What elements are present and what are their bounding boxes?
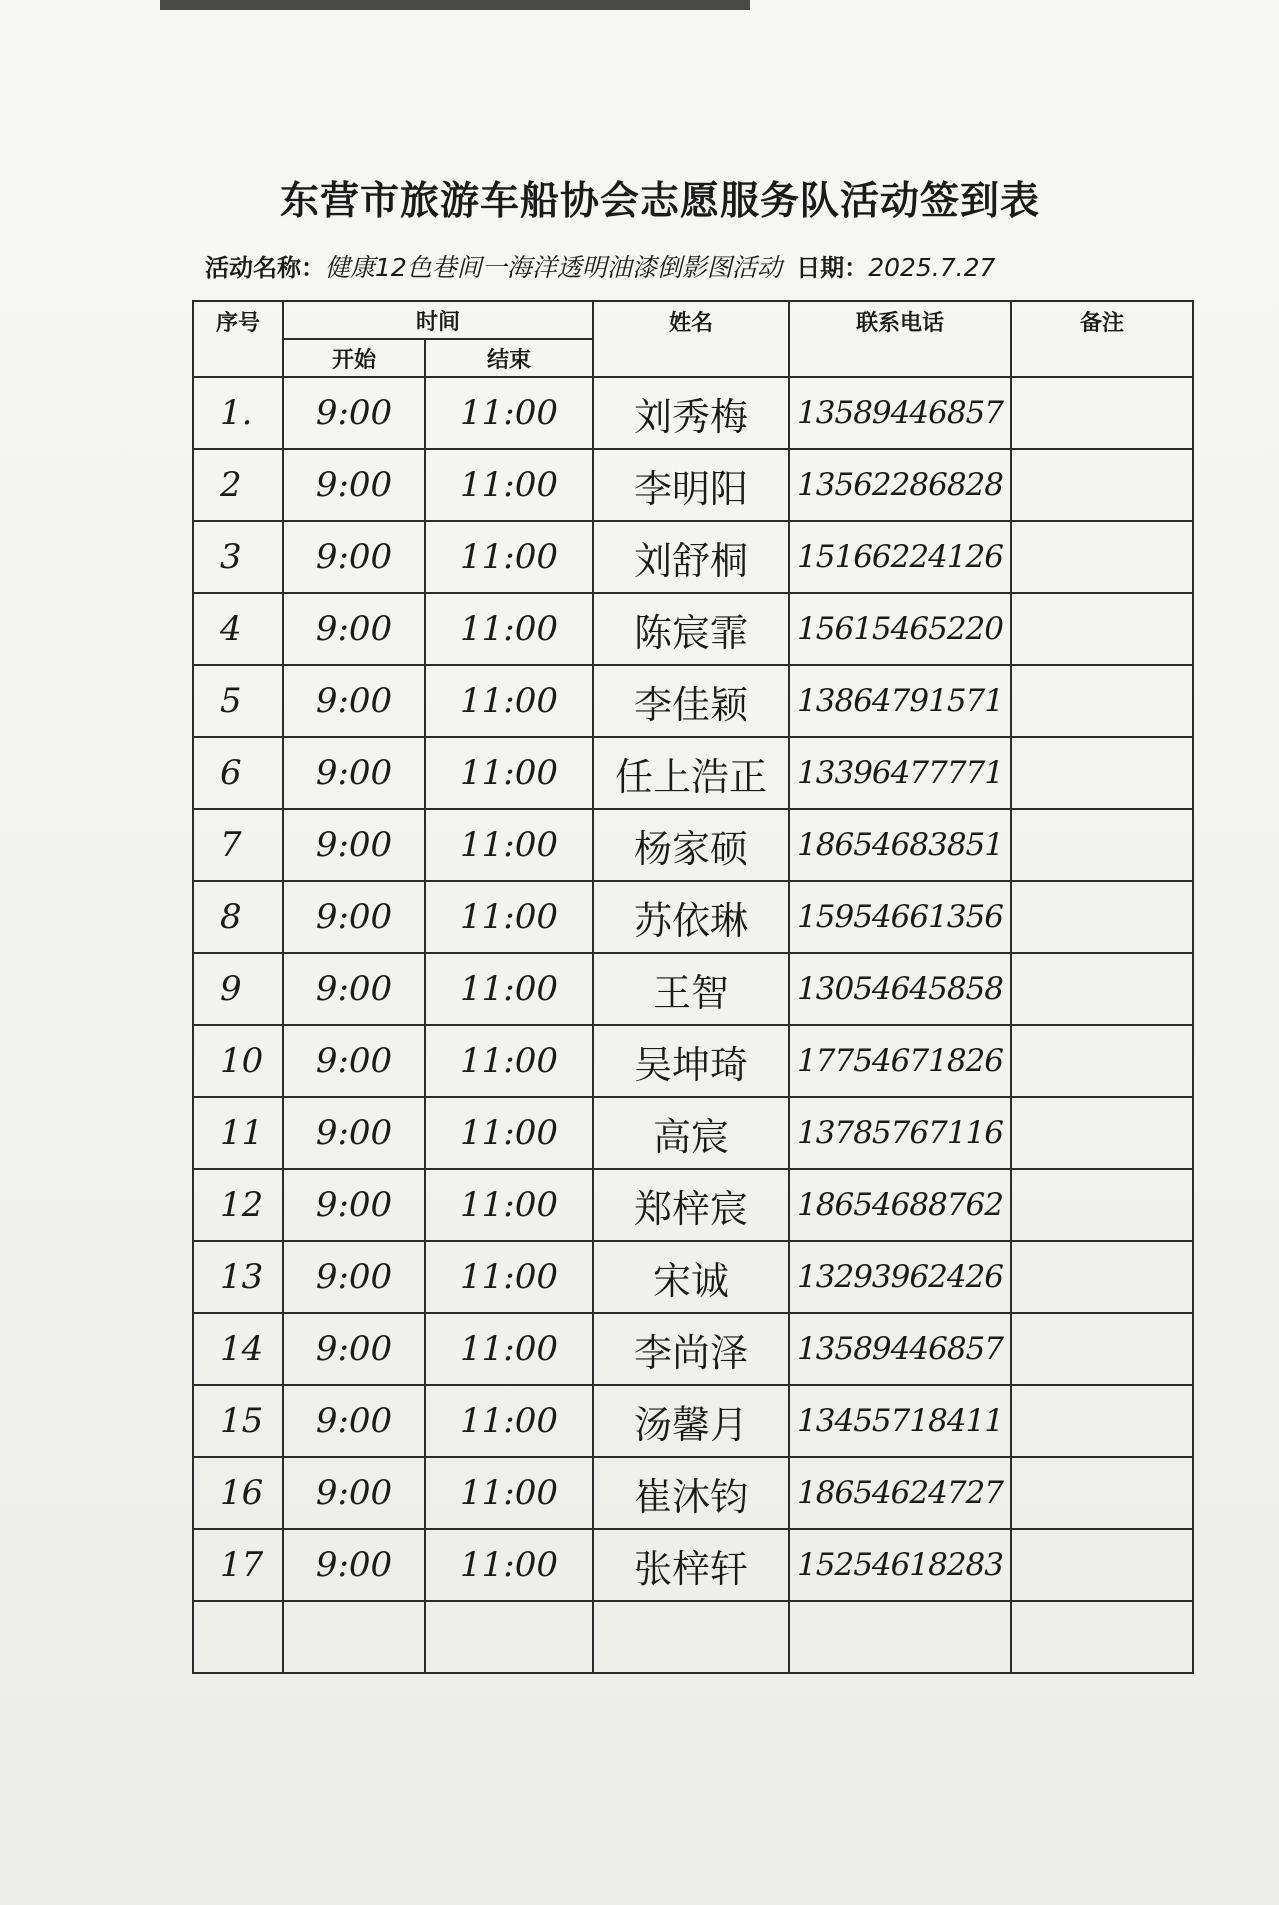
table-row bbox=[193, 1025, 1193, 1097]
row-phone: 13562286828 bbox=[789, 449, 1011, 521]
header-index: 序号 bbox=[193, 301, 283, 377]
table-row bbox=[193, 1241, 1193, 1313]
row-end-time: 11:00 bbox=[425, 665, 593, 737]
row-phone: 18654624727 bbox=[789, 1457, 1011, 1529]
header-start: 开始 bbox=[283, 339, 425, 377]
row-name: 苏依琳 bbox=[593, 881, 789, 953]
row-note bbox=[1011, 593, 1193, 665]
date-label: 日期： bbox=[796, 254, 869, 282]
table-row bbox=[193, 593, 1193, 665]
row-end-time: 11:00 bbox=[425, 1385, 593, 1457]
row-name: 杨家硕 bbox=[593, 809, 789, 881]
row-start-time: 9:00 bbox=[283, 593, 425, 665]
row-phone: 13589446857 bbox=[789, 1313, 1011, 1385]
row-note bbox=[1011, 1025, 1193, 1097]
row-phone: 18654688762 bbox=[789, 1169, 1011, 1241]
table-row bbox=[193, 1169, 1193, 1241]
row-index: 13 bbox=[193, 1241, 283, 1313]
row-end-time: 11:00 bbox=[425, 881, 593, 953]
row-phone: 18654683851 bbox=[789, 809, 1011, 881]
row-end-time: 11:00 bbox=[425, 1313, 593, 1385]
row-name: 高宸 bbox=[593, 1097, 789, 1169]
row-index: 3 bbox=[193, 521, 283, 593]
row-end-time: 11:00 bbox=[425, 737, 593, 809]
row-start-time: 9:00 bbox=[283, 665, 425, 737]
table-row bbox=[193, 1601, 1193, 1673]
sheet-title: 东营市旅游车船协会志愿服务队活动签到表 bbox=[280, 178, 1041, 224]
row-index: 1. bbox=[193, 377, 283, 449]
table-row bbox=[193, 809, 1193, 881]
table-body bbox=[193, 377, 1193, 1673]
row-index: 10 bbox=[193, 1025, 283, 1097]
table-row bbox=[193, 377, 1193, 449]
row-name: 宋诚 bbox=[593, 1241, 789, 1313]
row-name: 刘秀梅 bbox=[593, 377, 789, 449]
row-note bbox=[1011, 953, 1193, 1025]
row-phone bbox=[789, 1601, 1011, 1673]
table-row bbox=[193, 1529, 1193, 1601]
header-phone: 联系电话 bbox=[789, 301, 1011, 377]
row-name bbox=[593, 1601, 789, 1673]
row-phone: 15254618283 bbox=[789, 1529, 1011, 1601]
row-note bbox=[1011, 521, 1193, 593]
row-index: 9 bbox=[193, 953, 283, 1025]
row-start-time: 9:00 bbox=[283, 737, 425, 809]
row-end-time bbox=[425, 1601, 593, 1673]
row-start-time: 9:00 bbox=[283, 449, 425, 521]
row-end-time: 11:00 bbox=[425, 1529, 593, 1601]
row-start-time: 9:00 bbox=[283, 1385, 425, 1457]
row-end-time: 11:00 bbox=[425, 809, 593, 881]
row-note bbox=[1011, 1385, 1193, 1457]
row-index: 8 bbox=[193, 881, 283, 953]
row-name: 李尚泽 bbox=[593, 1313, 789, 1385]
row-note bbox=[1011, 1097, 1193, 1169]
row-end-time: 11:00 bbox=[425, 521, 593, 593]
row-end-time: 11:00 bbox=[425, 377, 593, 449]
row-note bbox=[1011, 1169, 1193, 1241]
row-index: 2 bbox=[193, 449, 283, 521]
row-phone: 13785767116 bbox=[789, 1097, 1011, 1169]
row-phone: 13293962426 bbox=[789, 1241, 1011, 1313]
row-start-time: 9:00 bbox=[283, 1529, 425, 1601]
row-index: 5 bbox=[193, 665, 283, 737]
activity-name-value: 健康12色巷间一海洋透明油漆倒影图活动 bbox=[325, 253, 782, 282]
table-row bbox=[193, 449, 1193, 521]
table-row bbox=[193, 1313, 1193, 1385]
row-note bbox=[1011, 881, 1193, 953]
row-end-time: 11:00 bbox=[425, 593, 593, 665]
row-phone: 15615465220 bbox=[789, 593, 1011, 665]
row-note bbox=[1011, 1313, 1193, 1385]
table-row bbox=[193, 1385, 1193, 1457]
row-end-time: 11:00 bbox=[425, 1025, 593, 1097]
row-index: 11 bbox=[193, 1097, 283, 1169]
scan-edge-shadow bbox=[160, 0, 750, 10]
row-index: 14 bbox=[193, 1313, 283, 1385]
row-name: 张梓轩 bbox=[593, 1529, 789, 1601]
row-note bbox=[1011, 665, 1193, 737]
row-name: 陈宸霏 bbox=[593, 593, 789, 665]
row-start-time: 9:00 bbox=[283, 1169, 425, 1241]
row-name: 王智 bbox=[593, 953, 789, 1025]
row-start-time: 9:00 bbox=[283, 521, 425, 593]
row-start-time: 9:00 bbox=[283, 1025, 425, 1097]
row-note bbox=[1011, 449, 1193, 521]
row-start-time: 9:00 bbox=[283, 1457, 425, 1529]
table-row bbox=[193, 665, 1193, 737]
date-value: 2025.7.27 bbox=[868, 253, 996, 282]
row-phone: 13396477771 bbox=[789, 737, 1011, 809]
header-name: 姓名 bbox=[593, 301, 789, 377]
table-row bbox=[193, 521, 1193, 593]
row-note bbox=[1011, 1601, 1193, 1673]
row-index: 6 bbox=[193, 737, 283, 809]
row-note bbox=[1011, 1241, 1193, 1313]
row-phone: 15954661356 bbox=[789, 881, 1011, 953]
row-phone: 13589446857 bbox=[789, 377, 1011, 449]
table-row bbox=[193, 737, 1193, 809]
row-name: 郑梓宸 bbox=[593, 1169, 789, 1241]
row-note bbox=[1011, 809, 1193, 881]
row-start-time bbox=[283, 1601, 425, 1673]
row-phone: 15166224126 bbox=[789, 521, 1011, 593]
row-start-time: 9:00 bbox=[283, 953, 425, 1025]
table-row bbox=[193, 1097, 1193, 1169]
row-end-time: 11:00 bbox=[425, 953, 593, 1025]
row-end-time: 11:00 bbox=[425, 1097, 593, 1169]
row-index bbox=[193, 1601, 283, 1673]
row-end-time: 11:00 bbox=[425, 1169, 593, 1241]
row-note bbox=[1011, 1457, 1193, 1529]
row-note bbox=[1011, 1529, 1193, 1601]
row-index: 17 bbox=[193, 1529, 283, 1601]
table-row bbox=[193, 1457, 1193, 1529]
row-start-time: 9:00 bbox=[283, 377, 425, 449]
row-phone: 17754671826 bbox=[789, 1025, 1011, 1097]
row-end-time: 11:00 bbox=[425, 449, 593, 521]
row-note bbox=[1011, 737, 1193, 809]
row-start-time: 9:00 bbox=[283, 881, 425, 953]
table-row bbox=[193, 953, 1193, 1025]
row-end-time: 11:00 bbox=[425, 1241, 593, 1313]
row-name: 李明阳 bbox=[593, 449, 789, 521]
activity-meta-line bbox=[205, 248, 1175, 284]
row-note bbox=[1011, 377, 1193, 449]
table-row bbox=[193, 881, 1193, 953]
row-name: 刘舒桐 bbox=[593, 521, 789, 593]
row-phone: 13864791571 bbox=[789, 665, 1011, 737]
row-index: 12 bbox=[193, 1169, 283, 1241]
row-start-time: 9:00 bbox=[283, 809, 425, 881]
row-name: 崔沐钧 bbox=[593, 1457, 789, 1529]
row-index: 15 bbox=[193, 1385, 283, 1457]
header-note: 备注 bbox=[1011, 301, 1193, 377]
activity-label: 活动名称： bbox=[205, 254, 325, 282]
header-time: 时间 bbox=[283, 301, 593, 339]
row-index: 4 bbox=[193, 593, 283, 665]
row-name: 汤馨月 bbox=[593, 1385, 789, 1457]
sign-in-table bbox=[192, 300, 1194, 1674]
row-start-time: 9:00 bbox=[283, 1097, 425, 1169]
row-phone: 13054645858 bbox=[789, 953, 1011, 1025]
row-start-time: 9:00 bbox=[283, 1241, 425, 1313]
header-end: 结束 bbox=[425, 339, 593, 377]
row-phone: 13455718411 bbox=[789, 1385, 1011, 1457]
row-name: 吴坤琦 bbox=[593, 1025, 789, 1097]
row-name: 李佳颖 bbox=[593, 665, 789, 737]
row-index: 16 bbox=[193, 1457, 283, 1529]
row-end-time: 11:00 bbox=[425, 1457, 593, 1529]
row-name: 任上浩正 bbox=[593, 737, 789, 809]
row-start-time: 9:00 bbox=[283, 1313, 425, 1385]
row-index: 7 bbox=[193, 809, 283, 881]
